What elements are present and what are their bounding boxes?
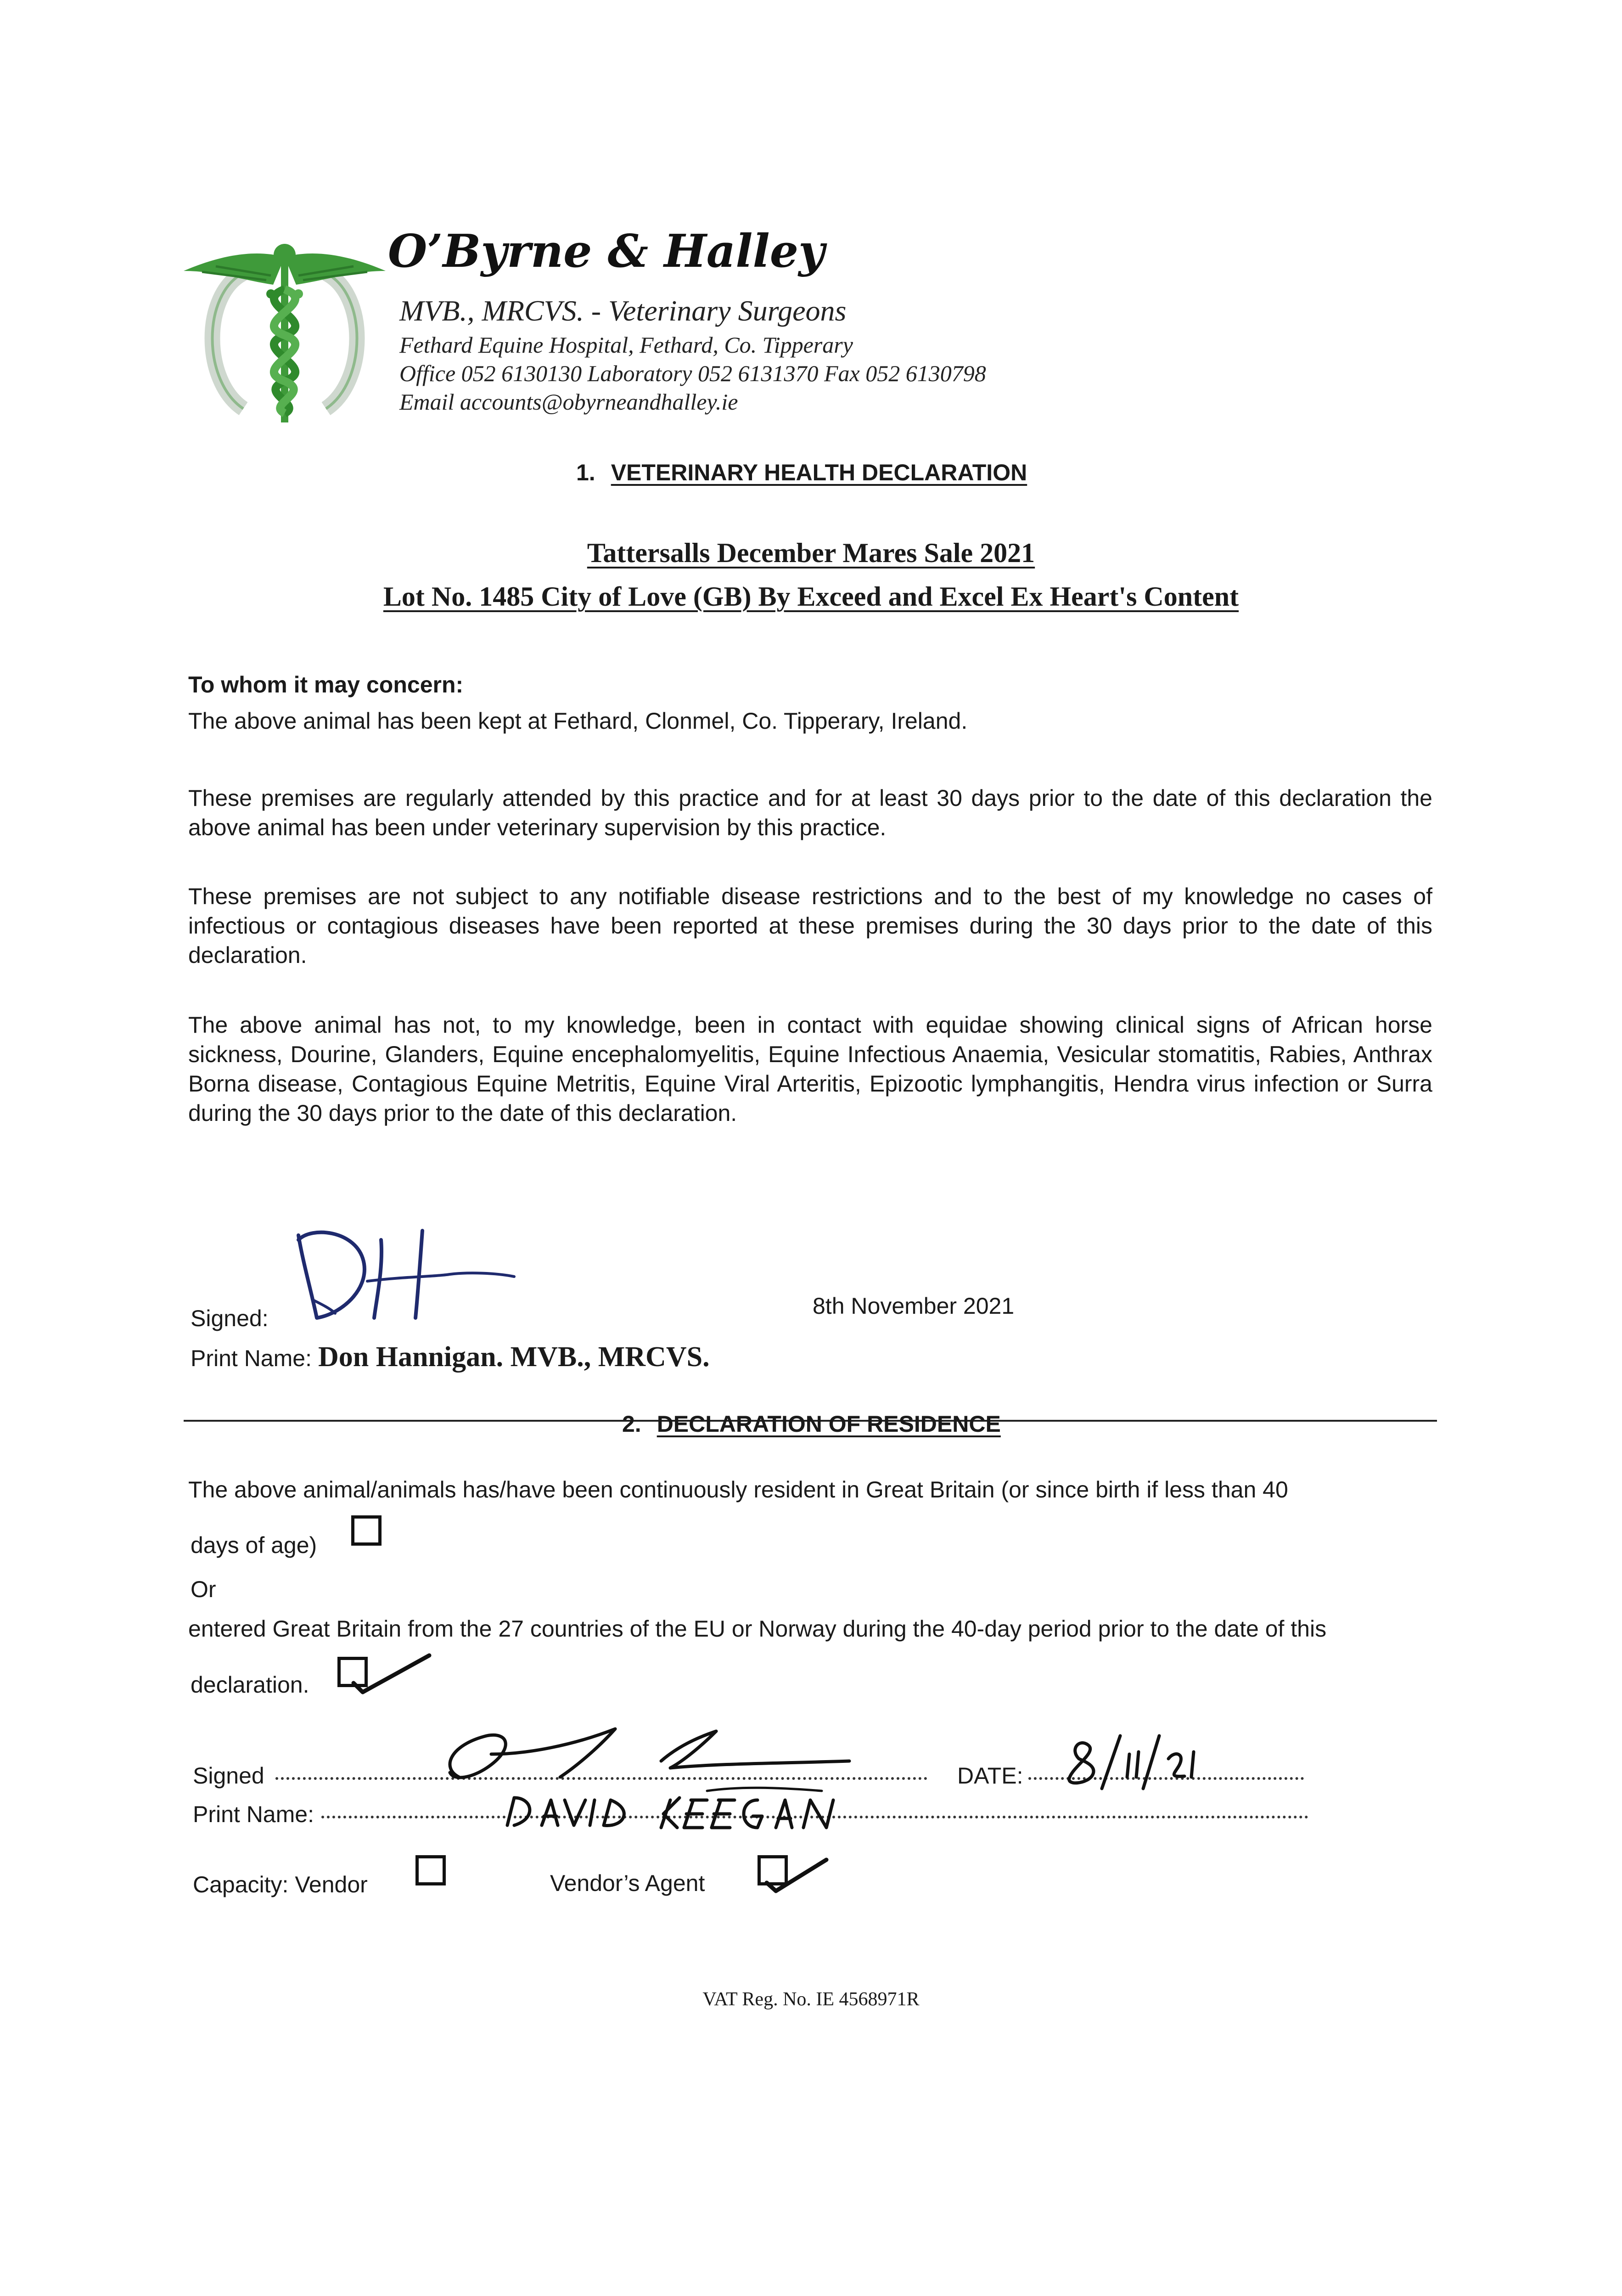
paragraph-premises-location: The above animal has been kept at Fethard, Clonmel, Co. Tipperary, Ireland. bbox=[188, 708, 968, 734]
caduceus-horseshoe-logo bbox=[174, 230, 395, 432]
handwritten-vendor-name bbox=[500, 1782, 859, 1832]
section1-heading-text: VETERINARY HEALTH DECLARATION bbox=[611, 460, 1027, 485]
vendors-agent-label: Vendor’s Agent bbox=[550, 1870, 705, 1896]
section1-print-name-label: Print Name: bbox=[191, 1345, 312, 1371]
section1-print-name-row bbox=[191, 1341, 710, 1373]
sale-title: Tattersalls December Mares Sale 2021 bbox=[587, 538, 1035, 568]
section2-number: 2. bbox=[622, 1411, 641, 1437]
paragraph-supervision: These premises are regularly attended by this practice and for at least 30 days prior to the date of this declaration the above animal has been under veterinary supervision by this practice. bbox=[188, 785, 1432, 840]
vat-registration: VAT Reg. No. IE 4568971R bbox=[702, 1989, 920, 2010]
salutation: To whom it may concern: bbox=[188, 672, 464, 698]
firm-name: O’Byrne & Halley bbox=[388, 225, 825, 278]
section2-heading bbox=[622, 1411, 1001, 1437]
firm-address: Fethard Equine Hospital, Fethard, Co. Tipperary bbox=[399, 332, 853, 358]
section2-signed-label: Signed bbox=[193, 1763, 264, 1789]
vet-print-name: Don Hannigan. MVB., MRCVS. bbox=[318, 1341, 710, 1373]
vet-signature bbox=[285, 1212, 523, 1332]
capacity-vendor-checkbox[interactable] bbox=[415, 1855, 446, 1885]
section1-heading bbox=[576, 459, 1027, 486]
section2-heading-text: DECLARATION OF RESIDENCE bbox=[657, 1411, 1001, 1437]
firm-phones: Office 052 6130130 Laboratory 052 6131370 Fax 052 6130798 bbox=[399, 360, 986, 386]
handwritten-date bbox=[1061, 1731, 1207, 1791]
lot-line: Lot No. 1485 City of Love (GB) By Exceed and Excel Ex Heart's Content bbox=[383, 581, 1239, 612]
residence-option2-line1: entered Great Britain from the 27 countries of the EU or Norway during the 40-day period prior to the date of this bbox=[188, 1616, 1327, 1642]
section1-signed-label: Signed: bbox=[191, 1306, 269, 1331]
section1-date: 8th November 2021 bbox=[813, 1293, 1015, 1319]
paragraph-no-restrictions: These premises are not subject to any notifiable disease restrictions and to the best of my knowledge no cases of infectious or contagious diseases have been reported at these premises during the 30 days prior to the date of this declaration. bbox=[188, 884, 1432, 968]
residence-option1-line2: days of age) bbox=[191, 1532, 317, 1558]
section2-date-label: DATE: bbox=[957, 1763, 1023, 1789]
residence-option2-line2: declaration. bbox=[191, 1672, 309, 1698]
residence-option1-checkbox[interactable] bbox=[351, 1515, 382, 1546]
firm-subtitle: MVB., MRCVS. - Veterinary Surgeons bbox=[399, 294, 847, 327]
paragraph-no-contact: The above animal has not, to my knowledge, been in contact with equidae showing clinical signs of African horse sickness, Dourine, Glanders, Equine encephalomyelitis, Equine Infectious Anaemia, Vesicular stomatitis, Rabies, Anthrax Borna disease, Contagious Equine Metritis, Equine Viral Arteritis, Epizootic lymphangitis, Hendra virus infection or Surra during the 30 days prior to the date of this declaration. bbox=[188, 1012, 1432, 1126]
vendors-agent-check-mark bbox=[758, 1851, 831, 1896]
residence-option2-check-mark bbox=[337, 1649, 443, 1699]
capacity-vendor-label: Capacity: Vendor bbox=[193, 1872, 368, 1897]
firm-email: Email accounts@obyrneandhalley.ie bbox=[399, 389, 738, 415]
or-label: Or bbox=[191, 1576, 216, 1602]
residence-option1-line1: The above animal/animals has/have been continuously resident in Great Britain (or since birth if less than 40 bbox=[188, 1477, 1288, 1503]
section1-number: 1. bbox=[576, 460, 595, 485]
section2-print-name-label: Print Name: bbox=[193, 1801, 314, 1827]
